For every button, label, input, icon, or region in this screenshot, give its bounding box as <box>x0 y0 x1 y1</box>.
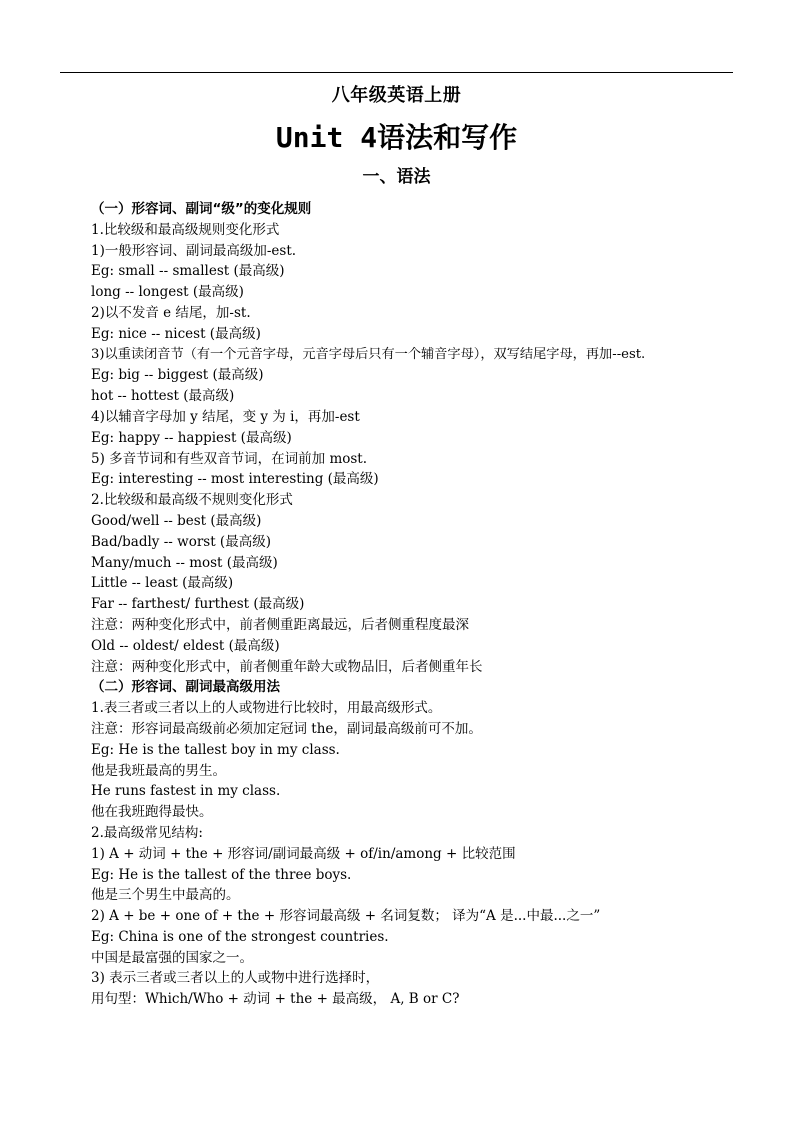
content-line: 2.最高级常见结构: <box>91 824 203 841</box>
content-line: Good/well -- best (最高级) <box>91 512 262 529</box>
content-line: Eg: He is the tallest boy in my class. <box>91 741 340 758</box>
content-line: 1.比较级和最高级规则变化形式 <box>91 221 280 238</box>
content-line: Eg: happy -- happiest (最高级) <box>91 429 292 446</box>
content-line: 他是三个男生中最高的。 <box>91 887 240 904</box>
content-line: 用句型：Which/Who + 动词 + the + 最高级， A, B or C? <box>91 991 460 1008</box>
section-title: 一、语法 <box>362 167 431 187</box>
content-line: 3) 表示三者或三者以上的人或物中进行选择时， <box>91 970 380 987</box>
content-line: 3)以重读闭音节（有一个元音字母，元音字母后只有一个辅音字母），双写结尾字母，再加--est. <box>91 346 646 362</box>
content-line: 他在我班跑得最快。 <box>91 804 213 821</box>
content-line: Eg: nice -- nicest (最高级) <box>91 325 261 342</box>
content-line: 5) 多音节词和有些双音节词，在词前加 most. <box>91 450 368 467</box>
content-line: Many/much -- most (最高级) <box>91 554 278 571</box>
content-line: 1)一般形容词、副词最高级加-est. <box>91 242 297 259</box>
content-line: 他是我班最高的男生。 <box>91 762 226 779</box>
content-line: 1) A + 动词 + the + 形容词/副词最高级 + of/in/among + 比较范围 <box>91 845 516 862</box>
content-line: Bad/badly -- worst (最高级) <box>91 533 271 550</box>
content-line: Far -- farthest/ furthest (最高级) <box>91 596 305 613</box>
content-line: 2)以不发音 e 结尾，加-st. <box>91 304 251 321</box>
content-line: 1.表三者或三者以上的人或物进行比较时，用最高级形式。 <box>91 700 442 717</box>
content-line: Eg: China is one of the strongest countries. <box>91 928 389 945</box>
grammar-content <box>60 199 733 1010</box>
content-line: Old -- oldest/ eldest (最高级) <box>91 637 280 654</box>
unit-title-chinese: 语法和写作 <box>377 121 518 154</box>
content-line: 注意：两种变化形式中，前者侧重距离最远，后者侧重程度最深 <box>91 616 469 633</box>
content-line: Eg: He is the tallest of the three boys. <box>91 866 352 883</box>
content-line: 2.比较级和最高级不规则变化形式 <box>91 492 293 509</box>
unit-title <box>0 118 793 158</box>
content-line: 2) A + be + one of + the + 形容词最高级 + 名词复数； 译为“A 是...中最...之一” <box>91 908 601 925</box>
content-line: 注意：形容词最高级前必须加定冠词 the，副词最高级前可不加。 <box>91 720 482 737</box>
content-line: Eg: small -- smallest (最高级) <box>91 263 285 280</box>
unit-title-english: Unit 4 <box>275 121 378 154</box>
content-line: hot -- hottest (最高级) <box>91 388 235 405</box>
content-line: long -- longest (最高级) <box>91 284 244 301</box>
content-line: 中国是最富强的国家之一。 <box>91 949 253 966</box>
header-rule <box>60 72 733 73</box>
grade-title: 八年级英语上册 <box>331 85 462 106</box>
content-line: Eg: interesting -- most interesting (最高级) <box>91 471 379 488</box>
content-line: 4)以辅音字母加 y 结尾，变 y 为 i，再加-est <box>91 408 360 425</box>
content-line: 注意：两种变化形式中，前者侧重年龄大或物品旧，后者侧重年长 <box>91 658 483 675</box>
content-line: Little -- least (最高级) <box>91 575 234 592</box>
subsection-heading: （一）形容词、副词“级”的变化规则 <box>91 201 312 217</box>
subsection-heading: （二）形容词、副词最高级用法 <box>91 679 280 696</box>
content-line: He runs fastest in my class. <box>91 783 281 800</box>
content-line: Eg: big -- biggest (最高级) <box>91 367 264 384</box>
